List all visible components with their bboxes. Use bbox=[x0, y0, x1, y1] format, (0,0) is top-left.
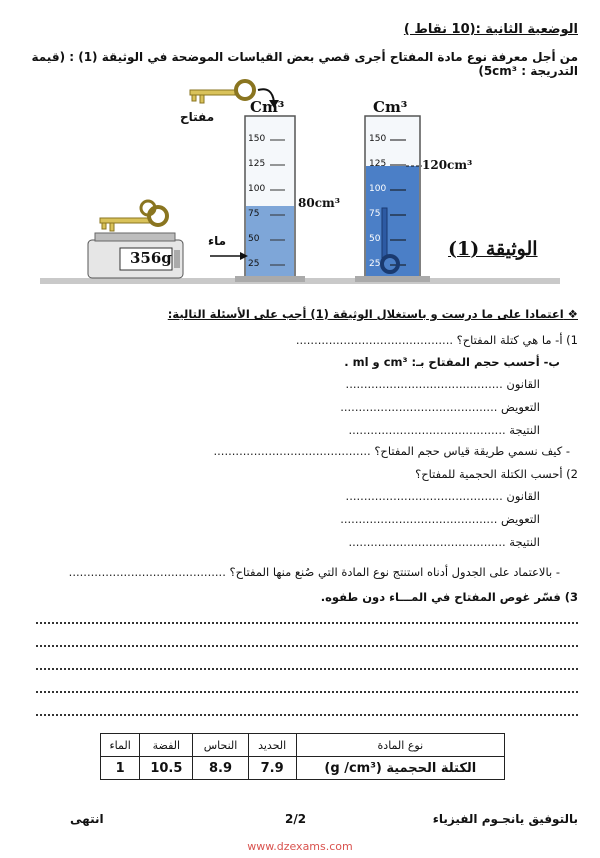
table-cell: الفضة bbox=[140, 734, 193, 757]
table-cell: 10.5 bbox=[140, 757, 193, 780]
tick-label: 150 bbox=[248, 134, 266, 144]
end-text: انتهى bbox=[70, 812, 104, 826]
tick-label: 125 bbox=[248, 159, 266, 169]
floating-key bbox=[190, 81, 254, 103]
question-1c: - كيف نسمي طريقة قياس حجم المفتاح؟ ........................................... bbox=[213, 444, 570, 458]
result-line-2: النتيجة ........................................... bbox=[348, 535, 540, 549]
substitution-line: التعويض ........................................... bbox=[340, 400, 540, 414]
page-number: 2/2 bbox=[285, 812, 307, 826]
tick-label: 75 bbox=[369, 209, 381, 219]
tick-label: 125 bbox=[369, 159, 387, 169]
questions-intro: ❖ اعتمادا على ما درست و باستغلال الوثيقة (1) أجب على الأسئلة التالية: bbox=[167, 307, 578, 321]
left-volume: 80cm³ bbox=[298, 196, 340, 210]
question-2b: - بالاعتماد على الجدول أدناه استنتج نوع المادة التي صُنع منها المفتاح؟ ........................................... bbox=[68, 565, 560, 579]
table-row bbox=[101, 757, 505, 780]
right-volume: 120cm³ bbox=[422, 158, 473, 172]
tick-label: 25 bbox=[369, 259, 381, 269]
right-unit-label: Cm³ bbox=[373, 98, 408, 116]
law-line-2: القانون ........................................... bbox=[345, 489, 540, 503]
watermark: www.dzexams.com bbox=[247, 840, 353, 853]
answer-line bbox=[36, 645, 578, 647]
water-label: ماء bbox=[208, 234, 227, 248]
table-cell: الماء bbox=[101, 734, 140, 757]
tick-label: 100 bbox=[369, 184, 387, 194]
left-unit-label: Cm³ bbox=[250, 98, 285, 116]
section-title: الوضعية الثانية :(10 نقاط ) bbox=[403, 22, 578, 37]
question-2: 2) أحسب الكتلة الحجمية للمفتاح؟ bbox=[415, 467, 578, 481]
table-header-cell: الكتلة الحجمية (g /cm³) bbox=[296, 757, 504, 780]
intro-text: من أجل معرفة نوع مادة المفتاح أجرى قصي بعض القياسات الموضحة في الوثيقة (1) : (قيمة التدريجة : 5cm³) bbox=[31, 50, 578, 78]
tick-label: 25 bbox=[248, 259, 260, 269]
answer-line bbox=[36, 691, 578, 693]
right-cylinder bbox=[355, 116, 430, 282]
answer-line bbox=[36, 622, 578, 624]
question-1a: 1) أ- ما هي كتلة المفتاح؟ ........................................... bbox=[295, 333, 578, 347]
table-row bbox=[101, 734, 505, 757]
table-cell: الحديد bbox=[248, 734, 296, 757]
table-cell: النحاس bbox=[193, 734, 248, 757]
question-1b: ب- أحسب حجم المفتاح بـ: cm³ و ml . bbox=[344, 355, 560, 369]
diamond-icon: ❖ bbox=[563, 307, 578, 321]
document-label: الوثيقة (1) bbox=[448, 238, 538, 260]
table-cell: 8.9 bbox=[193, 757, 248, 780]
table-cell: 7.9 bbox=[248, 757, 296, 780]
question-3: 3) فسّر غوص المفتاح في المـــاء دون طفوه. bbox=[320, 590, 578, 604]
answer-line bbox=[36, 668, 578, 670]
law-line: القانون ........................................... bbox=[345, 377, 540, 391]
good-luck-text: بالتوفيق يانجـوم الفيزياء bbox=[432, 812, 578, 826]
result-line: النتيجة ........................................... bbox=[348, 423, 540, 437]
answer-line bbox=[36, 714, 578, 716]
tick-label: 100 bbox=[248, 184, 266, 194]
key-on-scale bbox=[100, 201, 167, 231]
experiment-illustration bbox=[40, 78, 560, 298]
substitution-line-2: التعويض ........................................... bbox=[340, 512, 540, 526]
key-label: مفتاح bbox=[180, 110, 215, 124]
document-figure bbox=[40, 78, 560, 298]
tick-label: 150 bbox=[369, 134, 387, 144]
tick-label: 50 bbox=[248, 234, 260, 244]
table-cell: 1 bbox=[101, 757, 140, 780]
scale-reading: 356g bbox=[130, 249, 172, 267]
density-table bbox=[100, 733, 505, 780]
table-header-cell: نوع المادة bbox=[296, 734, 504, 757]
tick-label: 75 bbox=[248, 209, 260, 219]
tick-label: 50 bbox=[369, 234, 381, 244]
